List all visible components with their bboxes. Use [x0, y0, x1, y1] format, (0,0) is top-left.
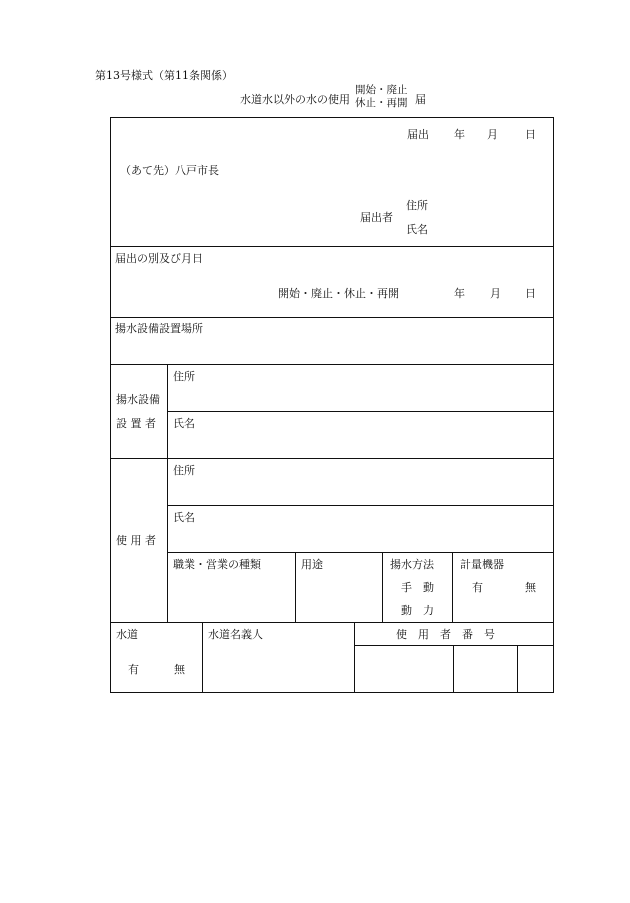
user-label: 使 用 者 — [116, 534, 156, 547]
manual-option: 手 動 — [401, 581, 434, 594]
col-divider — [202, 622, 203, 693]
water-holder-label: 水道名義人 — [208, 628, 263, 641]
submit-label: 届出 — [407, 128, 429, 141]
row-divider — [110, 317, 554, 318]
water-supply-yes: 有 — [128, 663, 139, 676]
row-divider — [167, 505, 554, 506]
business-type-label: 職業・営業の種類 — [173, 558, 261, 571]
row-divider — [110, 364, 554, 365]
col-divider — [167, 364, 168, 622]
installer-name-label: 氏名 — [173, 417, 195, 430]
title-options-top: 開始・廃止 — [355, 84, 408, 96]
row-divider — [110, 622, 554, 623]
year-label: 年 — [454, 128, 465, 141]
meter-label: 計量機器 — [460, 558, 504, 571]
row-divider — [110, 246, 554, 247]
installer-label-line1: 揚水設備 — [116, 393, 160, 406]
col-divider — [452, 552, 453, 622]
form-border — [110, 117, 554, 693]
title-options-bottom: 休止・再開 — [355, 97, 408, 109]
user-number-label: 使 用 者 番 号 — [396, 628, 495, 641]
installer-label-line2: 設 置 者 — [116, 417, 156, 430]
purpose-label: 用途 — [301, 558, 323, 571]
title-prefix: 水道水以外の水の使用 — [240, 93, 350, 106]
notification-type-label: 届出の別及び月日 — [115, 252, 203, 265]
row-divider — [110, 458, 554, 459]
water-supply-label: 水道 — [116, 628, 138, 641]
day-label: 日 — [525, 128, 536, 141]
installer-address-label: 住所 — [173, 370, 195, 383]
meter-yes: 有 — [472, 581, 483, 594]
row-divider — [354, 645, 554, 646]
addressee: （あて先）八戸市長 — [120, 164, 219, 177]
type-month-label: 月 — [490, 287, 501, 300]
installation-location-label: 揚水設備設置場所 — [115, 322, 203, 335]
row-divider — [167, 552, 554, 553]
applicant-address-label: 住所 — [406, 199, 428, 212]
col-divider — [354, 622, 355, 693]
col-divider — [382, 552, 383, 622]
applicant-name-label: 氏名 — [406, 223, 428, 236]
notification-type-options: 開始・廃止・休止・再開 — [278, 287, 399, 300]
title-suffix: 届 — [415, 93, 426, 106]
row-divider — [167, 411, 554, 412]
form-number: 第13号様式（第11条関係） — [95, 69, 233, 82]
col-divider — [295, 552, 296, 622]
applicant-label: 届出者 — [360, 211, 393, 224]
user-name-label: 氏名 — [173, 511, 195, 524]
type-day-label: 日 — [525, 287, 536, 300]
month-label: 月 — [487, 128, 498, 141]
powered-option: 動 力 — [401, 604, 434, 617]
col-divider — [453, 645, 454, 693]
meter-no: 無 — [525, 581, 536, 594]
col-divider — [517, 645, 518, 693]
pumping-method-label: 揚水方法 — [390, 558, 434, 571]
water-supply-no: 無 — [174, 663, 185, 676]
user-address-label: 住所 — [173, 464, 195, 477]
application-form — [110, 117, 554, 693]
type-year-label: 年 — [454, 287, 465, 300]
